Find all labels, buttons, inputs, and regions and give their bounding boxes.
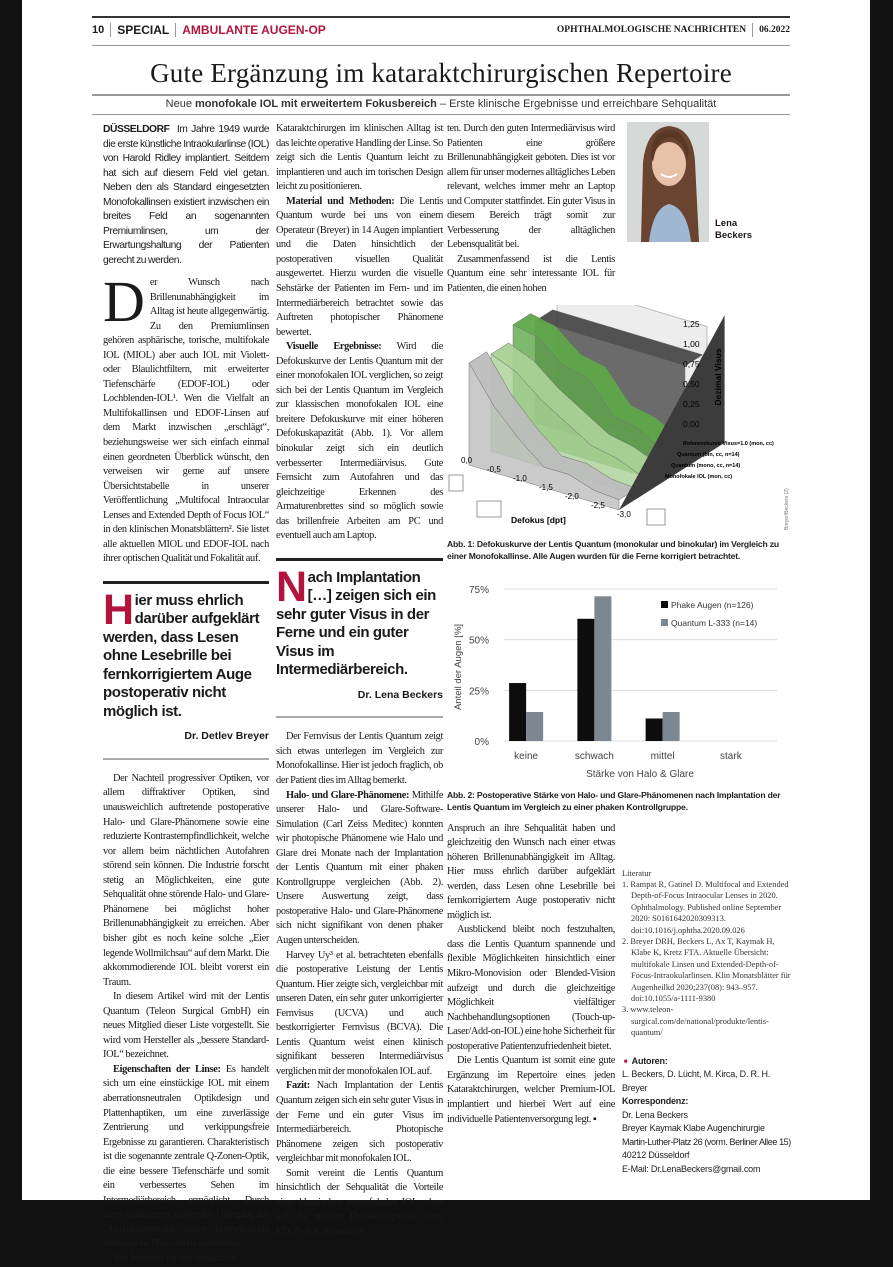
paragraph-text: Nach Implantation der Lentis Quantum zeigen sich ein sehr guter Visus in der Ferne und ein guter Visus im Intermediärbereich. Photopische Phänomene zeigen sich postoperativ vergleichbar mit monofokalen IOL. xyxy=(276,1080,443,1165)
paragraph-lead: Eigenschaften der Linse: xyxy=(113,1063,221,1075)
bar xyxy=(577,618,594,740)
literature-heading: Literatur xyxy=(622,868,652,878)
paragraph xyxy=(447,122,615,253)
x-tick-label: -1,5 xyxy=(539,482,553,492)
paragraph xyxy=(276,730,443,788)
subtitle-rule xyxy=(92,114,790,115)
paragraph-text: Anspruch an ihre Sehqualität haben und gleichzeitig den Wunsch nach einer etwas höheren Brillenunabhängigkeit im Alltag. Hier muss ehrlich darüber aufgeklärt werden, dass Lesen ohne Lesebrille bei fernkorrigiertem Auge postoperativ nicht möglich ist. xyxy=(447,822,615,921)
paragraph xyxy=(447,1054,615,1127)
author-photo-block xyxy=(627,122,752,242)
subtitle-bold: monofokale IOL mit erweitertem Fokusbereich xyxy=(195,98,437,110)
paragraph-text: Zusammenfassend ist die Lentis Quantum eine sehr interessante IOL für Patienten, die einen hohen xyxy=(447,253,615,295)
subtitle-text: – Erste klinische Ergebnisse und erreichbare Sehqualität xyxy=(436,98,717,110)
column-1 xyxy=(103,123,269,1267)
literature-item: 3. www.teleon-surgical.com/de/national/produkte/lentis-quantum/ xyxy=(622,1005,769,1038)
paragraph-lead: Material und Methoden: xyxy=(286,195,395,207)
column-3-4 xyxy=(447,122,792,1176)
quote-initial: H xyxy=(103,585,134,634)
y-tick-label: 0,75 xyxy=(683,358,700,369)
x-tick-label: keine xyxy=(514,750,539,762)
paragraph xyxy=(276,1079,443,1166)
paragraph-lead: Fazit: xyxy=(286,1080,310,1092)
x-tick-label: -0,5 xyxy=(487,464,501,474)
paragraph-text: In diesem Artikel wird mit der Lentis Quantum (Teleon Surgical GmbH) ein neues Mitglied dieser Liste vorgestellt. Sie wird vom Hersteller als „bessere Standard-IOL“ bezeichnet. xyxy=(103,991,269,1061)
legend-label: Quantum (bin, cc, n=14) xyxy=(677,451,740,458)
paragraph xyxy=(276,122,443,195)
tree-icon xyxy=(449,475,463,491)
book-icon xyxy=(647,509,665,525)
header-separator xyxy=(110,23,111,37)
topic-label: AMBULANTE AUGEN-OP xyxy=(182,23,326,37)
legend-label: Phake Augen (n=126) xyxy=(671,599,754,610)
column-3-body xyxy=(447,822,615,1127)
paragraph xyxy=(276,340,443,544)
issue-label: 06.2022 xyxy=(759,25,790,35)
correspondence-city: 40212 Düsseldorf xyxy=(622,1150,690,1161)
paragraph xyxy=(103,772,269,990)
y-tick-label: 0,25 xyxy=(683,398,700,409)
y-tick-label: 50% xyxy=(468,635,489,647)
bar xyxy=(663,712,680,741)
column-1-body xyxy=(103,772,269,1267)
paragraph-text: Von Interesse für den refraktiven xyxy=(113,1252,237,1264)
bar xyxy=(526,712,543,741)
paragraph-text: Die Lentis Quantum wurde bei uns von einem Operateur (Breyer) in 14 Augen implantiert und die Daten hinsichtlich der postoperativen visuellen Qualität ausgewertet. Hierzu wurden die visuelle Sehstärke der Patienten im Fern- und im Intermediärbereich betrachtet sowie das Auftreten photopischer Phänomene bewertet. xyxy=(276,195,443,338)
legend-label: Referenzkurve Visus=1.0 (mon, cc) xyxy=(683,440,774,447)
quote-text: ach Implantation […] zeigen sich ein sehr guter Visus in der Ferne und ein guter Visus im Intermediärbereich. xyxy=(276,568,436,679)
bar xyxy=(646,718,663,740)
arrow-icon: ➧ xyxy=(622,1055,630,1066)
column-2-body xyxy=(276,730,443,1239)
header-top-rule xyxy=(92,16,790,18)
paragraph-text: Die Lentis Quantum ist somit eine gute Ergänzung im Repertoire eines jeden Kataraktchirurgen, welcher Premium-IOL implantiert und hierbei Wert auf eine individuelle Patientenversorgung legt. ▪ xyxy=(447,1055,615,1125)
drop-cap: D xyxy=(103,269,145,334)
paragraph-text: ten. Durch den guten Intermediärvisus wird Patienten eine größere Brillenunabhängigkeit geboten. Dies ist vor allem für unser modernes alltägliches Leben relevant, welches immer mehr an Laptop und Computer stattfindet. Ein guter Visus in diesem Bereich trägt somit zur Verbesserung der alltäglichen Lebensqualität bei. xyxy=(447,123,615,251)
correspondence-street: Martin-Luther-Platz 26 (vorm. Berliner Allee 15) xyxy=(622,1136,791,1147)
legend-label: Monofokale IOL (mon, cc) xyxy=(665,473,733,480)
legend-label: Quantum L-333 (n=14) xyxy=(671,617,758,628)
quote-initial: N xyxy=(276,562,307,611)
literature-item: 2. Breyer DRH, Beckers L, Ax T, Kaymak H, Klabe K, Kretz FTA. Aktuelle Übersicht: multifokale Linsen und Extended-Depth-of-Focus-Intraokularlinsen. Klin Monatsblätter für Augenheilkd 2020;237(08): 943–957. doi:10.1055/a-1111-9380 xyxy=(622,937,791,1004)
x-axis-label: Defokus [dpt] xyxy=(511,514,566,525)
paragraph xyxy=(447,822,615,924)
caption-last-name: Beckers xyxy=(715,230,752,241)
x-tick-label: schwach xyxy=(574,750,614,762)
quote-author: Dr. Lena Beckers xyxy=(357,688,443,701)
paragraph xyxy=(447,253,615,297)
y-axis-label: Anteil der Augen [%] xyxy=(453,623,464,710)
subtitle-text: Neue xyxy=(165,98,196,110)
y-tick-label: 0,00 xyxy=(683,418,700,429)
authors-box xyxy=(622,1055,792,1177)
halo-glare-bar-chart xyxy=(447,577,787,787)
column-2-top xyxy=(276,122,443,544)
pull-quote xyxy=(103,581,269,746)
quote-rule xyxy=(276,716,443,718)
title-rule xyxy=(92,94,790,96)
paragraph-text: Kataraktchirurgen im klinischen Alltag ist das leichte operative Handling der Linse. So zeigt sich die Lentis Quantum leicht zu implantieren und auch im torischen Design leicht zu positionieren. xyxy=(276,123,443,193)
paragraph-text: Mithilfe unserer Halo- und Glare-Software-Simulation (Carl Zeiss Meditec) konnten wir photopische Phänomene wie Halo und Glare drei Monate nach der Implantation der Lentis Quantum mit einer phaken Kontrollgruppe vergleichen (Abb. 2). Unsere Auswertung zeigt, dass postoperative Halo- und Glare-Phänomene sich nicht signifikant von denen phaker Augen unterscheiden. xyxy=(276,789,443,947)
computer-icon xyxy=(477,501,501,517)
portrait-image xyxy=(627,122,709,242)
legend-label: Quantum (mono, cc, n=14) xyxy=(671,462,741,469)
correspondence-name: Dr. Lena Beckers xyxy=(622,1109,688,1120)
caption-first-name: Lena xyxy=(715,218,738,229)
paragraph xyxy=(276,1167,443,1240)
paragraph-text: Ausblickend bleibt noch festzuhalten, dass die Lentis Quantum spannende und flexible Möglichkeiten hinsichtlich einer Mikro-Monovision oder Blended-Vision aufzeigt und durch die gleichzeitige Möglichkeit vielfältiger Nachbehandlungsoptionen (Touch-up-Laser/Add-on-IOL) eine hohe Sicherheit für postoperative Patientenzufriedenheit bietet. xyxy=(447,924,615,1052)
section-label: SPECIAL xyxy=(117,23,170,37)
paragraph-lead: Halo- und Glare-Phänomene: xyxy=(286,789,410,801)
pull-quote xyxy=(276,558,443,705)
paragraph xyxy=(103,990,269,1063)
intro-text: Im Jahre 1949 wurde die erste künstliche Intraokularlinse (IOL) von Harold Ridley implantiert. Seitdem hat sich auf diesem Feld viel getan. Neben den als Standard eingesetzten Monofokallinsen existiert inzwischen ein breites Feld an sogenannten Premiumlinsen, um der Erwartungshaltung der Patienten gerecht zu werden. xyxy=(103,124,269,266)
figure-2-caption: Abb. 2: Postoperative Stärke von Halo- und Glare-Phänomenen nach Implantation der Lentis Quantum im Vergleich zu einer phaken Kontrollgruppe. xyxy=(447,789,781,813)
paragraph xyxy=(276,195,443,340)
authors-heading: Autoren: xyxy=(631,1055,668,1066)
quote-rule xyxy=(103,758,269,760)
x-tick-label: 0,0 xyxy=(461,455,473,465)
y-tick-label: 25% xyxy=(468,685,489,697)
correspondence-heading: Korrespondenz: xyxy=(622,1096,689,1107)
x-tick-label: -1,0 xyxy=(513,473,527,483)
x-tick-label: mittel xyxy=(650,750,675,762)
paragraph-text: Somit vereint die Lentis Quantum hinsichtlich der Sehqualität die Vorteile einer klassischen monofokalen IOL, ohne auf die erhöhte Defokuskapazität einer EDOF-IOL zu verzich- xyxy=(276,1167,443,1237)
paragraph xyxy=(447,923,615,1054)
legend-swatch xyxy=(661,619,668,626)
page-number: 10 xyxy=(92,24,105,36)
literature-section xyxy=(622,868,792,1039)
intro-paragraph xyxy=(103,123,269,268)
legend-swatch xyxy=(661,601,668,608)
x-tick-label: -3,0 xyxy=(617,509,631,519)
correspondence-organization: Breyer Kaymak Klabe Augenchirurgie xyxy=(622,1123,765,1134)
quote-text: ier muss ehrlich darüber aufgeklärt werden, dass Lesen ohne Lesebrille bei fernkorrigiertem Auge postoperativ nicht möglich ist. xyxy=(103,591,260,720)
paragraph xyxy=(276,949,443,1080)
paragraph xyxy=(276,789,443,949)
y-tick-label: 75% xyxy=(468,584,489,596)
quote-author: Dr. Detlev Breyer xyxy=(184,730,269,743)
y-tick-label: 1,25 xyxy=(683,318,700,329)
correspondence-email[interactable]: E-Mail: Dr.LenaBeckers@gmail.com xyxy=(622,1163,761,1174)
paragraph-text: Es handelt sich um eine einstückige IOL mit einem aberrationsneutralen Optikdesign und Plattenhaptiken, um eine zuverlässige Zentrierung und verkippungsfreie Ergebnisse zu garantieren. Charakteristisch ist die sogenannte zentrale Q-Zonen-Optik, die eine bessere Tiefenschärfe und somit ein verbessertes Sehen im Intermediärbereich ermöglicht. Durch einen stufenlosen, gleitenden Übergang des Oberflächenprofils sollen unerwünschte photopische Phänomene ausbleiben. xyxy=(103,1063,269,1250)
article-subtitle xyxy=(92,98,790,110)
header-separator xyxy=(175,23,176,37)
figure-1 xyxy=(447,305,792,530)
x-tick-label: -2,0 xyxy=(565,491,579,501)
article-title: Gute Ergänzung im kataraktchirurgischen Repertoire xyxy=(150,58,732,88)
header-rule xyxy=(92,45,790,46)
y-tick-label: 1,00 xyxy=(683,338,700,349)
top-row xyxy=(447,122,792,297)
author-names: L. Beckers, D. Lücht, M. Kirca, D. R. H. Breyer xyxy=(622,1069,771,1093)
figure-1-caption: Abb. 1: Defokuskurve der Lentis Quantum (monokular und binokular) im Vergleich zu einer Monofokallinse. Alle Augen wurden für die Ferne korrigiert betrachtet. xyxy=(447,538,779,562)
paragraph-text: Der Nachteil progressiver Optiken, vor allem diffraktiver Optiken, sind unausweichlich auftretende postoperative Halo- und Glare-Phänomene sowie eine reduzierte Kontrastempfindlichkeit, welche vor allem beim nächtlichen Autofahren störend sein können. Die Industrie forscht stetig an Möglichkeiten, eine gute Sehqualität ohne störende Halo- und Glare-Phänomene bei möglichst hoher Brillenunabhängigkeit zu erreichen. Aber bisher gibt es noch keine solche „Eier legende Wollmilchsau“ auf dem Markt. Die akkommodierende IOL bleibt vorerst ein Traum. xyxy=(103,772,269,988)
publication-name: OPHTHALMOLOGISCHE NACHRICHTEN xyxy=(556,25,747,35)
x-tick-label: -2,5 xyxy=(591,500,605,510)
sidebar-info xyxy=(622,822,792,1177)
x-tick-label: stark xyxy=(720,750,742,762)
dateline: DÜSSELDORF xyxy=(103,124,170,135)
bottom-row xyxy=(447,822,792,1177)
paragraph-text: Wird die Defokuskurve der Lentis Quantum mit der einer monofokalen IOL verglichen, so zeigt sich bei der Lentis Quantum im Vergleich zur klassischen monofokalen IOL eine breitere Defokuskurve mit einer höheren Defokuskapazität (Abb. 1). Vor allem binokular zeigt sich ein deutlich verbesserter Intermediärvisus. Gute Fernsicht zum Autofahren und das gleichzeitige Erkennen des Armaturenbrettes sind so möglich sowie das brillenfreie Arbeiten am PC und eventuell auch am Laptop. xyxy=(276,341,443,542)
header-separator xyxy=(752,23,753,37)
paragraph xyxy=(103,1252,269,1267)
author-photo xyxy=(627,122,709,242)
dropcap-paragraph xyxy=(103,269,269,567)
bar xyxy=(509,683,526,741)
paragraph-text: Der Fernvisus der Lentis Quantum zeigt sich etwas unterlegen im Vergleich zur Monofokallinse. Hier ist jedoch fraglich, ob der Patient dies im Alltag bemerkt. xyxy=(276,731,443,786)
credit-holder xyxy=(784,470,792,530)
paragraph-lead: Visuelle Ergebnisse: xyxy=(286,341,382,353)
y-axis-label: Dezimal Visus xyxy=(713,348,723,406)
column-3-top xyxy=(447,122,615,297)
literature-item: 1. Rampat R, Gatinel D. Multifocal and Extended Depth-of-Focus Intraocular Lenses in 2020. Ophthalmology. Published online September 2020: S0161642020309313. doi:10.1016/j.ophtha.2020.09.026 xyxy=(622,879,789,935)
paragraph-text: er Wunsch nach Brillenunabhängigkeit im Alltag ist heute allgegenwärtig. Zu den Premiumlinsen gehören asphärische, torische, multifokale IOL (MIOL) aber auch IOL mit Violett- oder Blaulichtfiltern, mit erweiterter Tiefenschärfe (EDOF-IOL) oder Lochblenden-IOL¹. Wen die Vielfalt an Multifokallinsen und EDOF-Linsen auf dem Markt inzwischen „erschlägt“, beziehungsweise wer sich einfach einmal einen geordneten Überblick wünscht, den verweisen wir gerne auf unsere Übersichtstabelle in unserer Veröffentlichung „Multifocal Intraocular Lenses and Extended Depth of Focus IOL“ in den klinischen Monatsblättern². Sie listet alle aktuellen MIOL und EDOF-IOL nach ihrer optischen Qualität und Fokalität auf. xyxy=(103,277,269,565)
x-axis-label: Stärke von Halo & Glare xyxy=(586,768,694,780)
photo-caption xyxy=(715,218,752,242)
paragraph xyxy=(103,1063,269,1252)
paragraph-text: Harvey Uy³ et al. betrachteten ebenfalls die postoperative Leistung der Lentis Quantum. Hier zeigte sich, vergleichbar mit unseren Daten, ein sehr guter unkorrigierter Fernvisus (UCVA) und auch bestkorrigierter Fernvisus (BCVA). Die Lentis Quantum weist einen klinisch signifikant besseren Intermediärvisus verglichen mit der monofokalen IOL auf. xyxy=(276,949,443,1077)
image-credit: Breyer/Beckers (2) xyxy=(784,487,790,530)
defocus-curve-chart xyxy=(447,305,777,530)
page-header xyxy=(92,22,790,38)
bar xyxy=(594,596,611,741)
y-tick-label: 0% xyxy=(474,736,489,748)
column-2 xyxy=(276,122,443,1240)
y-tick-label: 0,50 xyxy=(683,378,700,389)
